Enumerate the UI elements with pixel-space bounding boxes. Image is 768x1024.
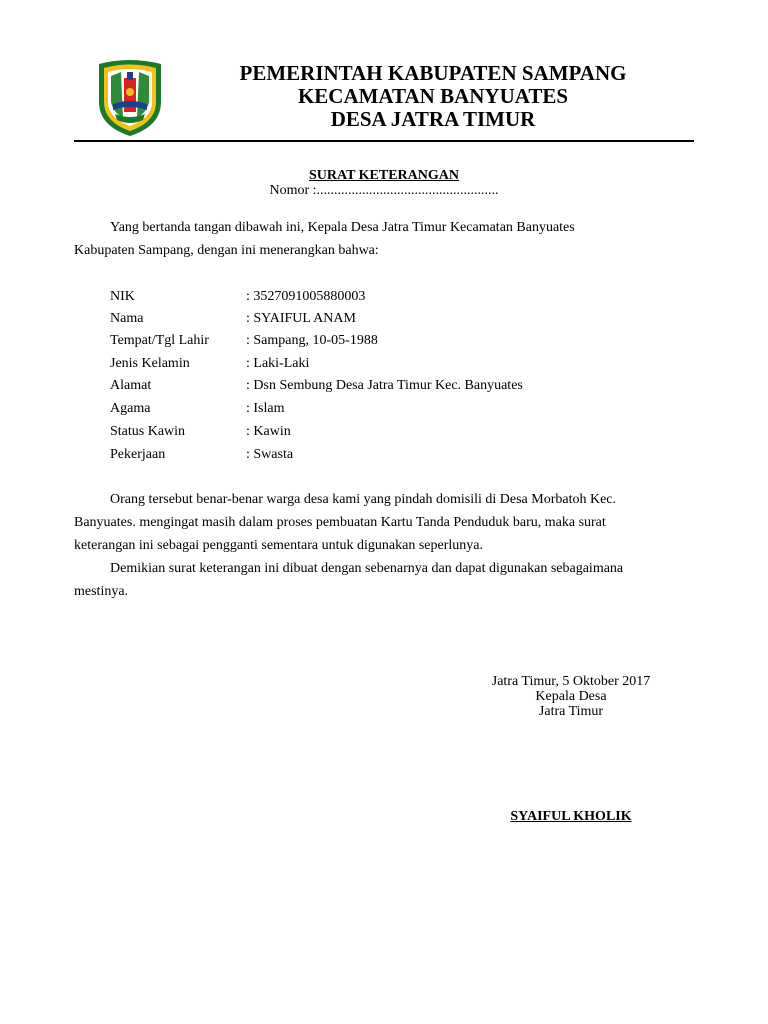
- signature-village: Jatra Timur: [538, 704, 604, 719]
- field-value: : SYAIFUL ANAM: [246, 311, 356, 326]
- field-label: Pekerjaan: [110, 447, 166, 462]
- field-label: Tempat/Tgl Lahir: [110, 333, 209, 348]
- signature-place-date: Jatra Timur, 5 Oktober 2017: [491, 674, 651, 689]
- signature-position: Kepala Desa: [535, 689, 607, 704]
- letterhead-divider: [74, 140, 694, 142]
- field-label: Nama: [110, 311, 144, 326]
- field-value: : Laki-Laki: [246, 356, 310, 371]
- signature-block: [470, 674, 672, 719]
- field-value: : Dsn Sembung Desa Jatra Timur Kec. Banyuates: [246, 378, 523, 393]
- field-label: Alamat: [110, 378, 152, 393]
- field-label: Status Kawin: [110, 424, 186, 439]
- field-label: Jenis Kelamin: [110, 356, 190, 371]
- signatory-name: SYAIFUL KHOLIK: [510, 809, 632, 824]
- field-value: : Islam: [246, 401, 285, 416]
- letterhead-line-government: PEMERINTAH KABUPATEN SAMPANG: [239, 61, 627, 85]
- body-paragraph-1: Orang tersebut benar-benar warga desa kami yang pindah domisili di Desa Morbatoh Kec. Banyuates. mengingat masih dalam proses pembuatan Kartu Tanda Penduduk baru, maka surat keterangan ini sebagai pengganti sementara untuk digunakan seperlunya.: [74, 492, 617, 553]
- field-label: NIK: [110, 289, 135, 304]
- field-value: : 3527091005880003: [246, 289, 366, 304]
- intro-paragraph: Yang bertanda tangan dibawah ini, Kepala Desa Jatra Timur Kecamatan Banyuates Kabupaten Sampang, dengan ini menerangkan bahwa:: [74, 220, 575, 258]
- field-value: : Kawin: [246, 424, 291, 439]
- field-label: Agama: [110, 401, 151, 416]
- letter-title: SURAT KETERANGAN: [308, 168, 459, 183]
- letterhead-line-village: DESA JATRA TIMUR: [330, 107, 536, 131]
- body-paragraph-2: Demikian surat keterangan ini dibuat dengan sebenarnya dan dapat digunakan sebagaimana mestinya.: [74, 561, 624, 599]
- field-value: : Swasta: [246, 447, 294, 462]
- letterhead: [200, 62, 666, 131]
- letterhead-line-district: KECAMATAN BANYUATES: [297, 84, 569, 108]
- regency-crest-icon: [93, 58, 167, 138]
- field-value: : Sampang, 10-05-1988: [246, 333, 378, 348]
- letter-number: Nomor :....................................................: [269, 183, 499, 198]
